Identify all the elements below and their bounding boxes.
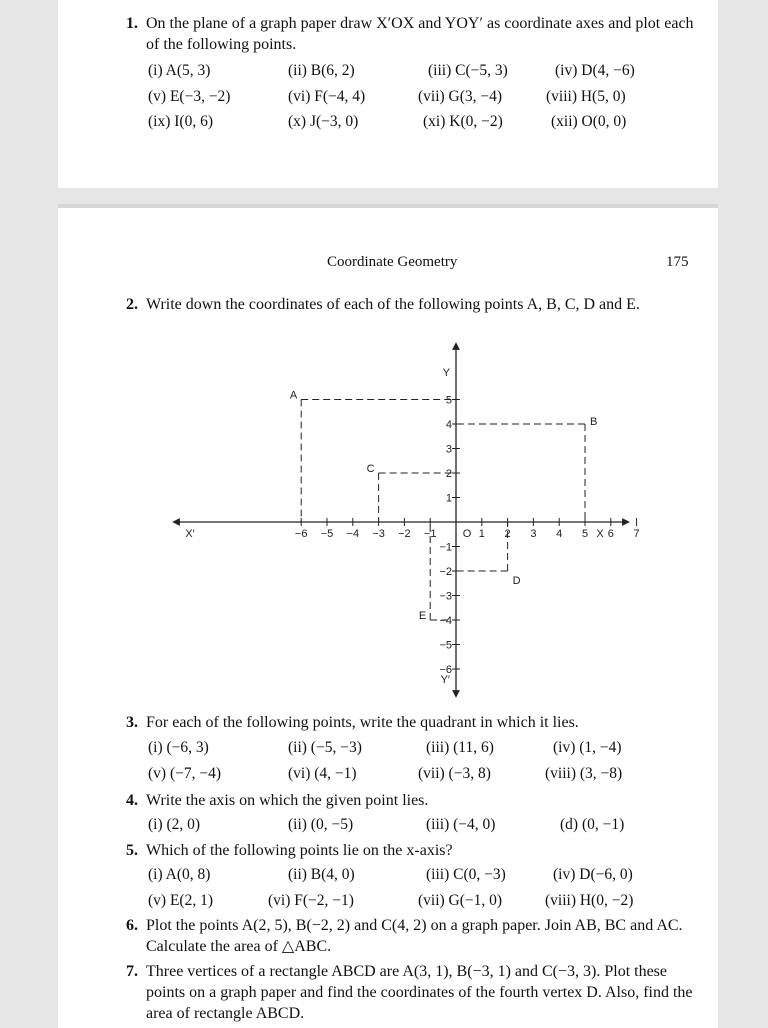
question-3 [126, 712, 696, 733]
question-1-number: 1. [126, 15, 138, 32]
x-tick-label: 1 [478, 528, 485, 540]
question-4-number: 4. [126, 792, 138, 809]
q1-item: (iii) C(−5, 3) [428, 62, 508, 79]
q5-item: (iv) D(−6, 0) [553, 866, 633, 883]
y-tick-label: 5 [445, 394, 452, 407]
q3-item: (vii) (−3, 8) [418, 765, 491, 782]
question-5-text: Which of the following points lie on the x-axis? [146, 842, 453, 859]
point-e-label: E [418, 610, 427, 622]
x-tick-label: −6 [294, 528, 308, 540]
y-tick-label: 2 [445, 468, 452, 480]
q4-item: (i) (2, 0) [148, 816, 201, 833]
x-tick-label: 4 [556, 528, 563, 540]
origin-label: O [462, 528, 472, 540]
q1-item: (ix) I(0, 6) [148, 113, 213, 130]
x-tick-label: −3 [372, 528, 385, 540]
question-1 [126, 13, 696, 55]
q1-item: (viii) H(5, 0) [546, 88, 626, 105]
question-6-number: 6. [126, 917, 138, 934]
question-5 [126, 840, 696, 861]
q5-item: (ii) B(4, 0) [288, 866, 355, 883]
page-number: 175 [666, 254, 689, 270]
point-a-label: A [289, 389, 298, 402]
q3-item: (viii) (3, −8) [545, 765, 623, 782]
y-tick-label: −3 [439, 590, 452, 603]
q5-item: (v) E(2, 1) [148, 892, 213, 909]
q1-item: (iv) D(4, −6) [555, 62, 635, 79]
point-c-label: C [366, 463, 375, 475]
q3-item: (iii) (11, 6) [426, 739, 494, 756]
q1-item: (x) J(−3, 0) [288, 113, 359, 130]
x-tick-label: 6 [607, 528, 614, 540]
q3-item: (vi) (4, −1) [288, 765, 357, 782]
question-4 [126, 790, 696, 811]
q4-item: (ii) (0, −5) [288, 816, 354, 833]
q5-item: (viii) H(0, −2) [545, 892, 634, 909]
x-tick-label: 3 [530, 528, 537, 540]
q4-item: (d) (0, −1) [560, 816, 625, 833]
y-tick-label: −6 [439, 664, 452, 676]
x-tick-label: 7 [633, 528, 640, 540]
q5-item: (i) A(0, 8) [148, 866, 211, 883]
y-tick-label: −2 [439, 566, 452, 578]
q1-item: (i) A(5, 3) [148, 62, 211, 79]
point-d-label: D [512, 575, 521, 587]
y-tick-label: 4 [445, 419, 452, 431]
y-tick-label: −1 [439, 541, 452, 554]
x-tick-label: −2 [398, 528, 411, 540]
q5-item: (iii) C(0, −3) [426, 866, 506, 883]
x-tick-label: −5 [320, 528, 334, 540]
question-2-number: 2. [126, 296, 138, 313]
q5-item: (vii) G(−1, 0) [418, 892, 503, 909]
q1-item: (vii) G(3, −4) [418, 88, 503, 105]
q1-item: (ii) B(6, 2) [288, 62, 355, 79]
x-tick-label: −1 [423, 528, 437, 540]
q3-item: (iv) (1, −4) [553, 739, 622, 756]
coordinate-graph [168, 342, 638, 702]
question-7-number: 7. [126, 963, 138, 980]
question-4-text: Write the axis on which the given point lies. [146, 792, 429, 809]
page-175 [58, 204, 718, 1028]
q1-item: (vi) F(−4, 4) [288, 88, 366, 105]
x-tick-label: −4 [346, 528, 360, 540]
point-b-label: B [590, 416, 598, 428]
q1-item: (xii) O(0, 0) [551, 113, 627, 130]
y-tick-label: 3 [445, 443, 452, 456]
question-2 [126, 294, 696, 315]
x-tick-label: 2 [504, 528, 511, 540]
question-5-number: 5. [126, 842, 138, 859]
question-1-text: On the plane of a graph paper draw X′OX and YOY′ as coordinate axes and plot each of the following points. [146, 15, 694, 53]
y-tick-label: −5 [439, 639, 452, 652]
question-3-text: For each of the following points, write the quadrant in which it lies. [146, 714, 579, 731]
q4-item: (iii) (−4, 0) [426, 816, 496, 833]
running-header-title: Coordinate Geometry [327, 254, 458, 270]
q3-item: (i) (−6, 3) [148, 739, 209, 756]
x-neg-label: X′ [185, 528, 195, 540]
q3-item: (v) (−7, −4) [148, 765, 222, 782]
q3-item: (ii) (−5, −3) [288, 739, 362, 756]
question-7 [126, 961, 696, 1024]
y-pos-label: Y [442, 367, 450, 379]
page-top [58, 0, 718, 188]
question-6-text: Plot the points A(2, 5), B(−2, 2) and C(4, 2) on a graph paper. Join AB, BC and AC. Calculate the area of △ABC. [146, 917, 683, 955]
x-pos-label: X [596, 528, 604, 540]
y-tick-label: −4 [439, 615, 452, 627]
y-neg-label: Y′ [440, 674, 450, 686]
y-tick-label: 1 [445, 492, 452, 505]
q1-item: (xi) K(0, −2) [423, 113, 503, 130]
question-2-text: Write down the coordinates of each of the following points A, B, C, D and E. [146, 296, 640, 313]
question-6 [126, 915, 696, 957]
question-7-text: Three vertices of a rectangle ABCD are A(3, 1), B(−3, 1) and C(−3, 3). Plot these points on a graph paper and find the coordinates of the fourth vertex D. Also, find the area of rectangle ABCD. [146, 963, 693, 1022]
x-tick-label: 5 [581, 528, 589, 540]
q5-item: (vi) F(−2, −1) [268, 892, 354, 909]
q1-item: (v) E(−3, −2) [148, 88, 231, 105]
question-3-number: 3. [126, 714, 138, 731]
